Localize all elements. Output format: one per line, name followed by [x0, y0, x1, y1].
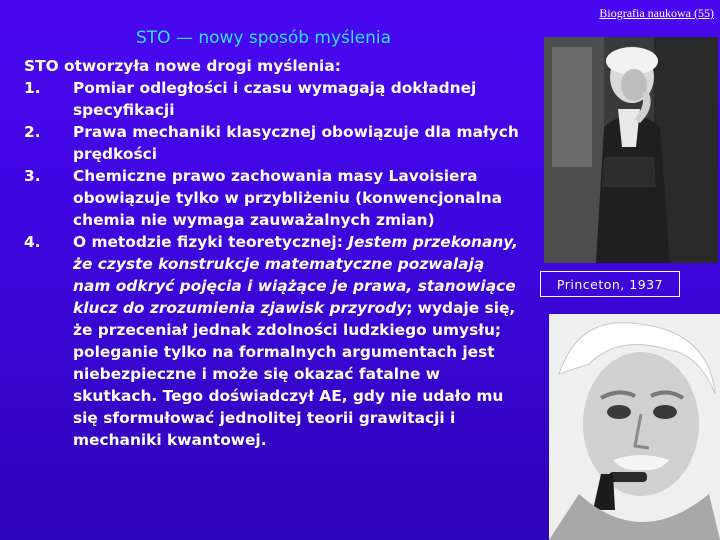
item-quote: Jestem przekonany, że czyste konstrukcje matematyczne pozwalają nam odkryć pojęcia i wiążące je prawa, stanowiące klucz do zrozumienia zjawisk przyrody — [73, 233, 518, 317]
photo-einstein-standing — [544, 37, 718, 263]
points-list — [24, 77, 524, 451]
item-number: 3. — [24, 167, 41, 185]
slide-title: STO — nowy sposób myślenia — [136, 28, 391, 48]
item-rest: ; wydaje się, że przeceniał jednak zdolności ludzkiego umysłu; poleganie tylko na formalnych argumentach jest niebezpieczne i może się okazać fatalne w skutkach. Tego doświadczył AE, gdy nie udało mu się sformułować jednolitej teorii grawitacji i mechaniki kwantowej. — [73, 299, 516, 449]
list-item — [24, 165, 524, 231]
list-item — [24, 77, 524, 121]
intro-text: STO otworzyła nowe drogi myślenia: — [24, 57, 341, 75]
item-number: 1. — [24, 79, 41, 97]
item-number: 2. — [24, 123, 41, 141]
photo-caption: Princeton, 1937 — [540, 271, 680, 297]
item-text — [73, 231, 524, 451]
list-item — [24, 231, 524, 451]
biography-nav-link[interactable]: Biografia naukowa (55) — [599, 6, 714, 20]
item-text: Chemiczne prawo zachowania masy Lavoisiera obowiązuje tylko w przybliżeniu (konwencjonalna chemia nie wymaga zauważalnych zmian) — [73, 167, 503, 229]
item-lead: O metodzie fizyki teoretycznej: — [73, 233, 349, 251]
slide-body — [24, 55, 524, 451]
list-item — [24, 121, 524, 165]
item-text: Prawa mechaniki klasycznej obowiązuje dla małych prędkości — [73, 123, 519, 163]
item-text: Pomiar odległości i czasu wymagają dokładnej specyfikacji — [73, 79, 477, 119]
item-number: 4. — [24, 233, 41, 251]
photo-einstein-pipe — [549, 314, 720, 540]
